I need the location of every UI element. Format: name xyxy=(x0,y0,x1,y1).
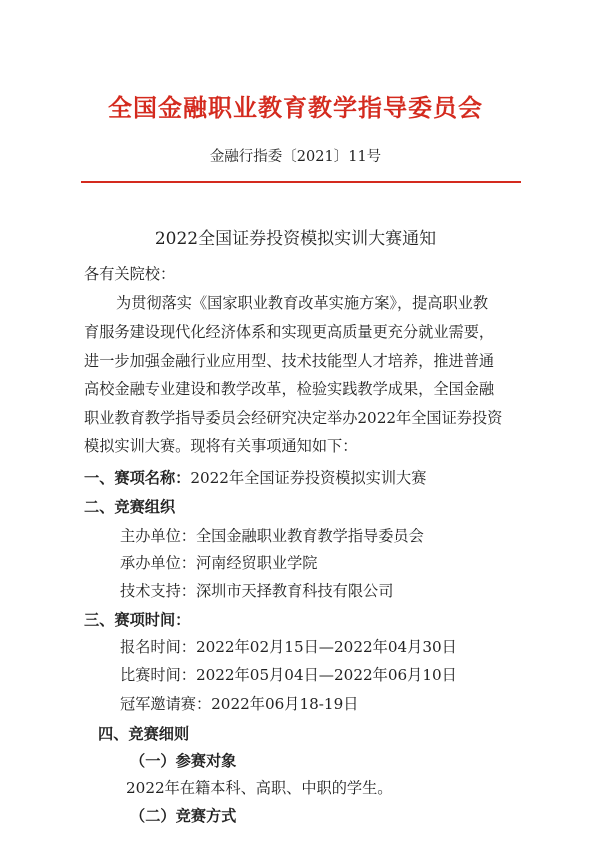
row-value: 2022年05月04日—2022年06月10日 xyxy=(195,666,457,684)
row-label: 比赛时间： xyxy=(120,666,196,684)
competition-time-row xyxy=(120,663,457,687)
document-number: 金融行指委〔2021〕11号 xyxy=(209,149,382,165)
subsection-heading: （一）参赛对象 xyxy=(130,752,237,770)
tech-support-row xyxy=(120,579,393,603)
row-value: 深圳市天择教育科技有限公司 xyxy=(195,582,394,600)
championship-time-row xyxy=(120,692,358,716)
notice-title: 2022全国证券投资模拟实训大赛通知 xyxy=(154,229,437,249)
paragraph-line: 职业教育教学指导委员会经研究决定举办2022年全国证券投资 xyxy=(84,409,503,427)
paragraph-line: 为贯彻落实《国家职业教育改革实施方案》，提高职业教 xyxy=(116,294,489,312)
red-divider-line xyxy=(81,181,521,183)
row-value: 河南经贸职业学院 xyxy=(195,554,318,572)
paragraph-line: 模拟实训大赛。现将有关事项通知如下： xyxy=(84,437,358,455)
participants-text: 2022年在籍本科、高职、中职的学生。 xyxy=(126,779,393,797)
row-label: 主办单位： xyxy=(120,527,196,545)
row-value: 2022年02月15日—2022年04月30日 xyxy=(195,638,457,656)
section-heading: 二、竞赛组织 xyxy=(84,498,176,516)
subsection-heading: （二）竞赛方式 xyxy=(130,807,237,825)
organization-title: 全国金融职业教育教学指导委员会 xyxy=(108,93,483,122)
section-heading: 三、赛项时间： xyxy=(84,611,191,629)
organizer-row xyxy=(120,524,424,548)
row-label: 承办单位： xyxy=(120,554,196,572)
paragraph-line: 高校金融专业建设和教学改革，检验实践教学成果，全国金融 xyxy=(84,380,495,398)
row-value: 2022年06月18-19日 xyxy=(211,695,359,713)
section-heading: 四、竞赛细则 xyxy=(98,725,190,743)
paragraph-line: 育服务建设现代化经济体系和实现更高质量更充分就业需要， xyxy=(84,323,495,341)
host-row xyxy=(120,551,317,575)
row-label: 报名时间： xyxy=(120,638,196,656)
row-label: 技术支持： xyxy=(120,582,196,600)
row-label: 冠军邀请赛： xyxy=(120,695,212,713)
event-name-value: 2022年全国证券投资模拟实训大赛 xyxy=(190,469,427,487)
row-value: 全国金融职业教育教学指导委员会 xyxy=(195,527,424,545)
section-heading: 一、赛项名称： xyxy=(84,469,191,487)
paragraph-line: 进一步加强金融行业应用型、技术技能型人才培养，推进普通 xyxy=(84,352,495,370)
salutation: 各有关院校： xyxy=(84,265,176,283)
section-event-name xyxy=(84,466,426,490)
registration-time-row xyxy=(120,635,457,659)
